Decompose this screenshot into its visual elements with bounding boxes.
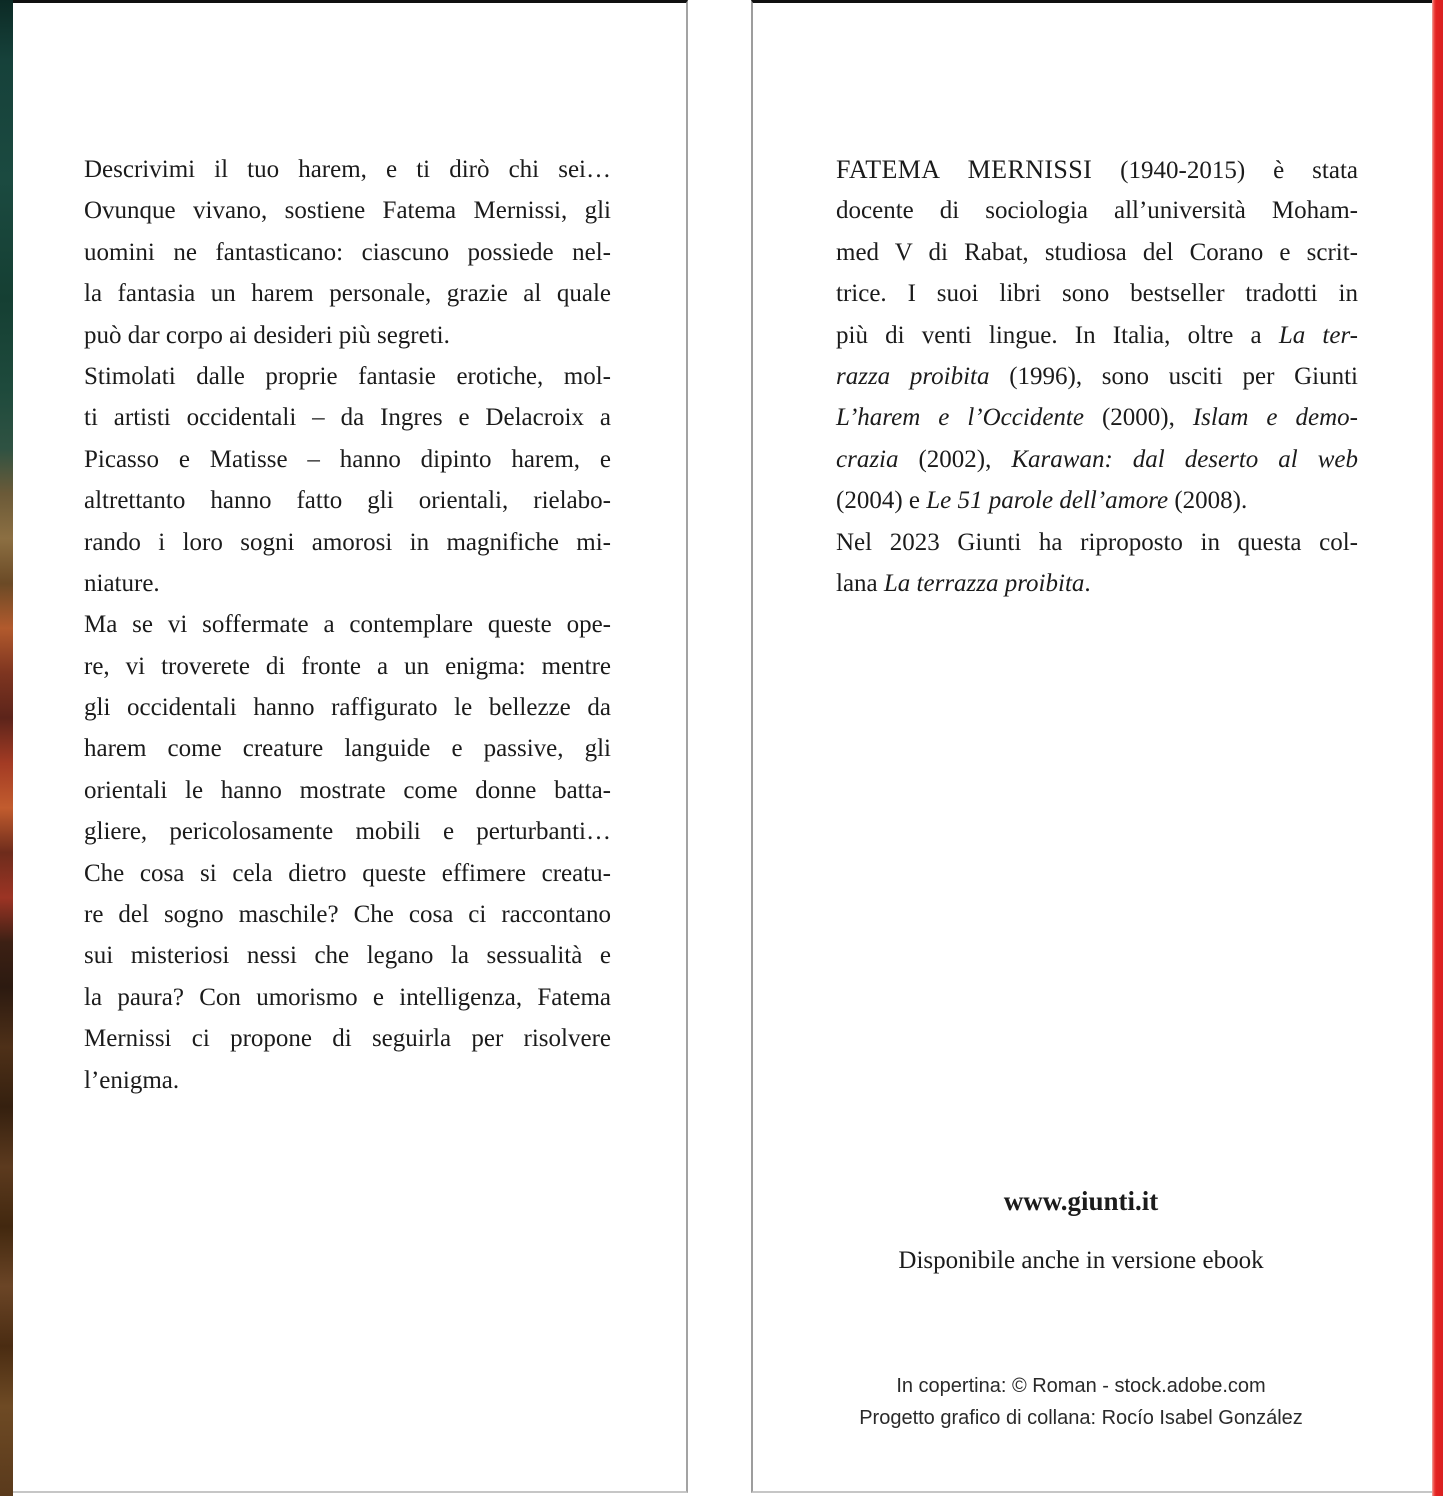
right-flap-panel <box>751 0 1432 1493</box>
back-cover-red-edge <box>1432 0 1443 1496</box>
text-line: l’enigma. <box>84 1066 180 1094</box>
text-line: gliere, pericolosamente mobili e perturbanti… <box>84 818 611 846</box>
text-line: ti artisti occidentali – da Ingres e Delacroix a <box>84 404 611 432</box>
text-line: altrettanto hanno fatto gli orientali, rielabo- <box>84 487 611 515</box>
text-line: Mernissi ci propone di seguirla per risolvere <box>84 1025 611 1053</box>
text-line: harem come creature languide e passive, gli <box>84 735 611 763</box>
text-line: re del sogno maschile? Che cosa ci raccontano <box>84 901 611 929</box>
text-line: lana La terrazza proibita. <box>836 569 1091 597</box>
text-line: Descrivimi il tuo harem, e ti dirò chi sei… <box>84 156 611 183</box>
text-line: sui misteriosi nessi che legano la sessualità e <box>84 942 611 970</box>
text-line: Ma se vi soffermate a contemplare queste ope- <box>84 611 611 639</box>
text-line: uomini ne fantasticano: ciascuno possiede nel- <box>84 238 611 266</box>
text-line: med V di Rabat, studiosa del Corano e scrit- <box>836 238 1358 266</box>
text-line: FATEMA MERNISSI (1940-2015) è stata <box>836 155 1358 184</box>
ebook-availability-note: Disponibile anche in versione ebook <box>898 1247 1264 1274</box>
text-line: Nel 2023 Giunti ha riproposto in questa col- <box>836 528 1358 556</box>
cover-photo-credit: In copertina: © Roman - stock.adobe.com <box>896 1375 1266 1397</box>
cover-art-strip <box>0 0 13 1496</box>
text-line: Ovunque vivano, sostiene Fatema Mernissi, gli <box>84 197 611 225</box>
text-line: la paura? Con umorismo e intelligenza, Fatema <box>84 983 611 1011</box>
left-flap-panel <box>13 0 688 1493</box>
text-line: L’harem e l’Occidente (2000), Islam e demo- <box>836 404 1358 432</box>
text-line: può dar corpo ai desideri più segreti. <box>84 321 450 349</box>
text-line: razza proibita (1996), sono usciti per Giunti <box>836 362 1359 390</box>
book-blurb <box>84 149 611 1101</box>
text-line: (2004) e Le 51 parole dell’amore (2008). <box>836 487 1248 515</box>
text-line: Stimolati dalle proprie fantasie erotiche, mol- <box>84 362 611 390</box>
series-design-credit: Progetto grafico di collana: Rocío Isabel González <box>859 1407 1303 1429</box>
text-line: la fantasia un harem personale, grazie al quale <box>84 280 611 308</box>
text-line: più di venti lingue. In Italia, oltre a La ter- <box>836 321 1358 349</box>
text-line: Che cosa si cela dietro queste effimere creatu- <box>84 859 611 887</box>
text-line: niature. <box>84 569 160 597</box>
text-line: rando i loro sogni amorosi in magnifiche mi- <box>84 528 611 556</box>
text-line: gli occidentali hanno raffigurato le bellezze da <box>84 694 611 722</box>
text-line: orientali le hanno mostrate come donne batta- <box>84 776 611 804</box>
author-bio <box>836 149 1358 604</box>
text-line: trice. I suoi libri sono bestseller tradotti in <box>836 280 1358 308</box>
text-line: crazia (2002), Karawan: dal deserto al web <box>836 445 1358 473</box>
publisher-website: www.giunti.it <box>1003 1186 1159 1216</box>
text-line: docente di sociologia all’università Moham- <box>836 197 1358 225</box>
text-line: re, vi troverete di fronte a un enigma: mentre <box>84 652 611 680</box>
text-line: Picasso e Matisse – hanno dipinto harem, e <box>84 445 611 473</box>
